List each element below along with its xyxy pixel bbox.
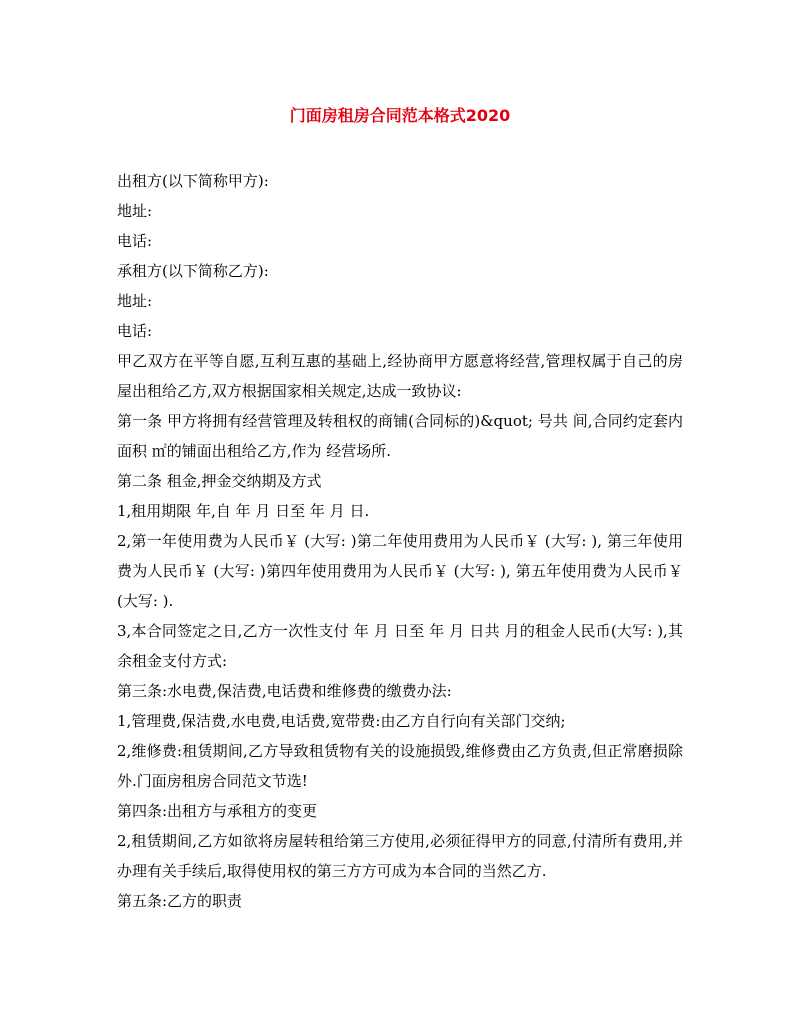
paragraph-lessor-phone: 电话: [117, 232, 153, 250]
paragraph-lessor: 出租方(以下简称甲方): [117, 172, 269, 190]
paragraph-lessee-address: 地址: [117, 292, 153, 310]
paragraph-lessor-address: 地址: [117, 202, 153, 220]
paragraph-article-4-heading: 第四条:出租方与承租方的变更 [117, 802, 318, 820]
paragraph-article-2-item-3: 3,本合同签定之日,乙方一次性支付 年 月 日至 年 月 日共 月的租金人民币(大写: ),其余租金支付方式: [117, 622, 683, 670]
paragraph-lessee: 承租方(以下简称乙方): [117, 262, 269, 280]
paragraph-article-2-item-2: 2,第一年使用费为人民币￥ (大写: )第二年使用费用为人民币￥ (大写: ), 第三年使用费为人民币￥ (大写: )第四年使用费用为人民币￥ (大写: ), 第五年使用费为人民币￥ (大写: ). [117, 532, 683, 610]
paragraph-article-3-item-2: 2,维修费:租赁期间,乙方导致租赁物有关的设施损毁,维修费由乙方负责,但正常磨损除外.门面房租房合同范文节选! [117, 742, 683, 790]
paragraph-article-5-heading: 第五条:乙方的职责 [117, 892, 243, 910]
paragraph-preamble: 甲乙双方在平等自愿,互利互惠的基础上,经协商甲方愿意将经营,管理权属于自己的房屋出租给乙方,双方根据国家相关规定,达成一致协议: [117, 352, 683, 400]
paragraph-article-4-item-2: 2,租赁期间,乙方如欲将房屋转租给第三方使用,必须征得甲方的同意,付清所有费用,并办理有关手续后,取得使用权的第三方方可成为本合同的当然乙方. [117, 832, 683, 880]
document-title: 门面房租房合同范本格式2020 [289, 106, 511, 125]
paragraph-article-2-item-1: 1,租用期限 年,自 年 月 日至 年 月 日. [117, 502, 370, 520]
paragraph-article-3-item-1: 1,管理费,保洁费,水电费,电话费,宽带费:由乙方自行向有关部门交纳; [117, 712, 566, 730]
paragraph-article-1: 第一条 甲方将拥有经营管理及转租权的商铺(合同标的)&quot; 号共 间,合同约定套内面积 ㎡的铺面出租给乙方,作为 经营场所. [117, 412, 683, 460]
paragraph-article-3-heading: 第三条:水电费,保洁费,电话费和维修费的缴费办法: [117, 682, 452, 700]
paragraph-article-2-heading: 第二条 租金,押金交纳期及方式 [117, 472, 322, 490]
paragraph-lessee-phone: 电话: [117, 322, 153, 340]
document-body [117, 166, 683, 916]
